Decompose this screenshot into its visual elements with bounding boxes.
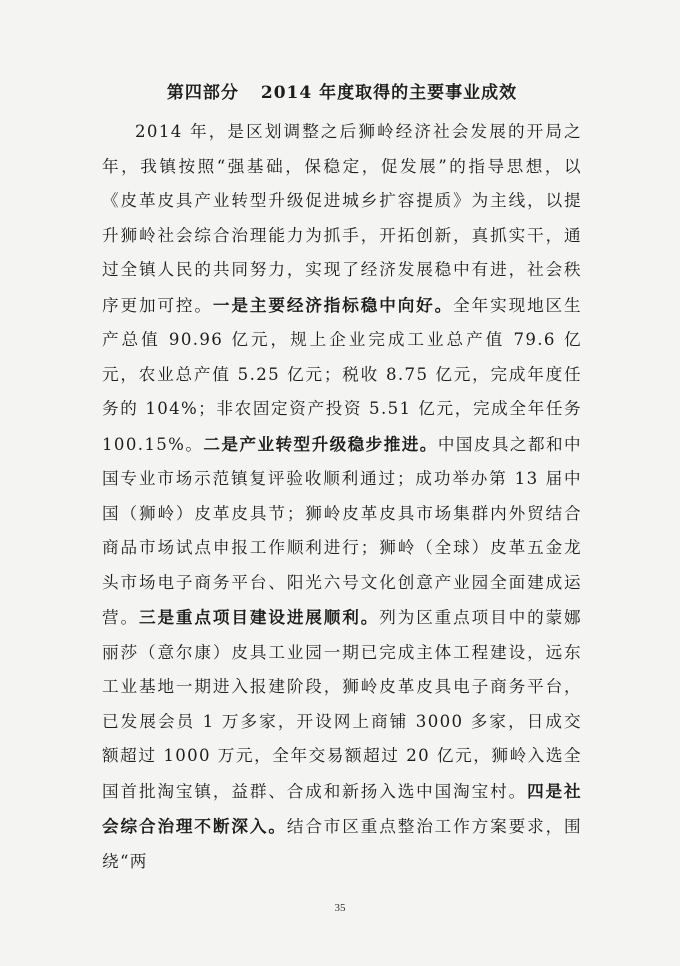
section-title-text: 2014 年度取得的主要事业成效 <box>260 83 518 103</box>
section-title <box>102 78 582 103</box>
section-part-label: 第四部分 <box>166 83 239 103</box>
page-number: 35 <box>334 902 346 914</box>
point-three-text: 列为区重点项目中的蒙娜丽莎（意尔康）皮具工业园一期已完成主体工程建设，远东工业基地一期进入报建阶段，狮岭皮革皮具电子商务平台，已发展会员 1 万多家，开设网上商铺 3000 多家，日成交额超过 1000 万元，全年交易额超过 20 亿元，狮岭入选全国首批淘宝镇，益群、合成和新扬入选中国淘宝村。 <box>102 608 582 801</box>
body-paragraph <box>102 115 582 879</box>
point-four-heading: 四是社会综合治理不断深入。 <box>102 780 582 836</box>
point-one-text: 全年实现地区生产总值 90.96 亿元，规上企业完成工业总产值 79.6 亿元，农业总产值 5.25 亿元；税收 8.75 亿元，完成年度任务的 104%；非农固定资产投资 5.51 亿元，完成全年任务 100.15%。 <box>102 295 582 454</box>
point-two-heading: 二是产业转型升级稳步推进。 <box>203 433 438 454</box>
point-four-text: 结合市区重点整治工作方案要求，围绕“两 <box>102 817 582 871</box>
intro-text: 2014 年，是区划调整之后狮岭经济社会发展的开局之年，我镇按照“强基础，保稳定，促发展”的指导思想，以《皮革皮具产业转型升级促进城乡扩容提质》为主线，以提升狮岭社会综合治理能力为抓手，开拓创新，真抓实干，通过全镇人民的共同努力，实现了经济发展稳中有进，社会秩序更加可控。 <box>102 122 582 315</box>
point-one-heading: 一是主要经济指标稳中向好。 <box>212 294 454 315</box>
point-two-text: 中国皮具之都和中国专业市场示范镇复评验收顺利通过；成功举办第 13 届中国（狮岭）皮革皮具节；狮岭皮革皮具市场集群内外贸结合商品市场试点申报工作顺利进行；狮岭（全球）皮革五金龙头市场电子商务平台、阳光六号文化创意产业园全面建成运营。 <box>102 434 582 627</box>
point-three-heading: 三是重点项目建设进展顺利。 <box>138 607 380 627</box>
